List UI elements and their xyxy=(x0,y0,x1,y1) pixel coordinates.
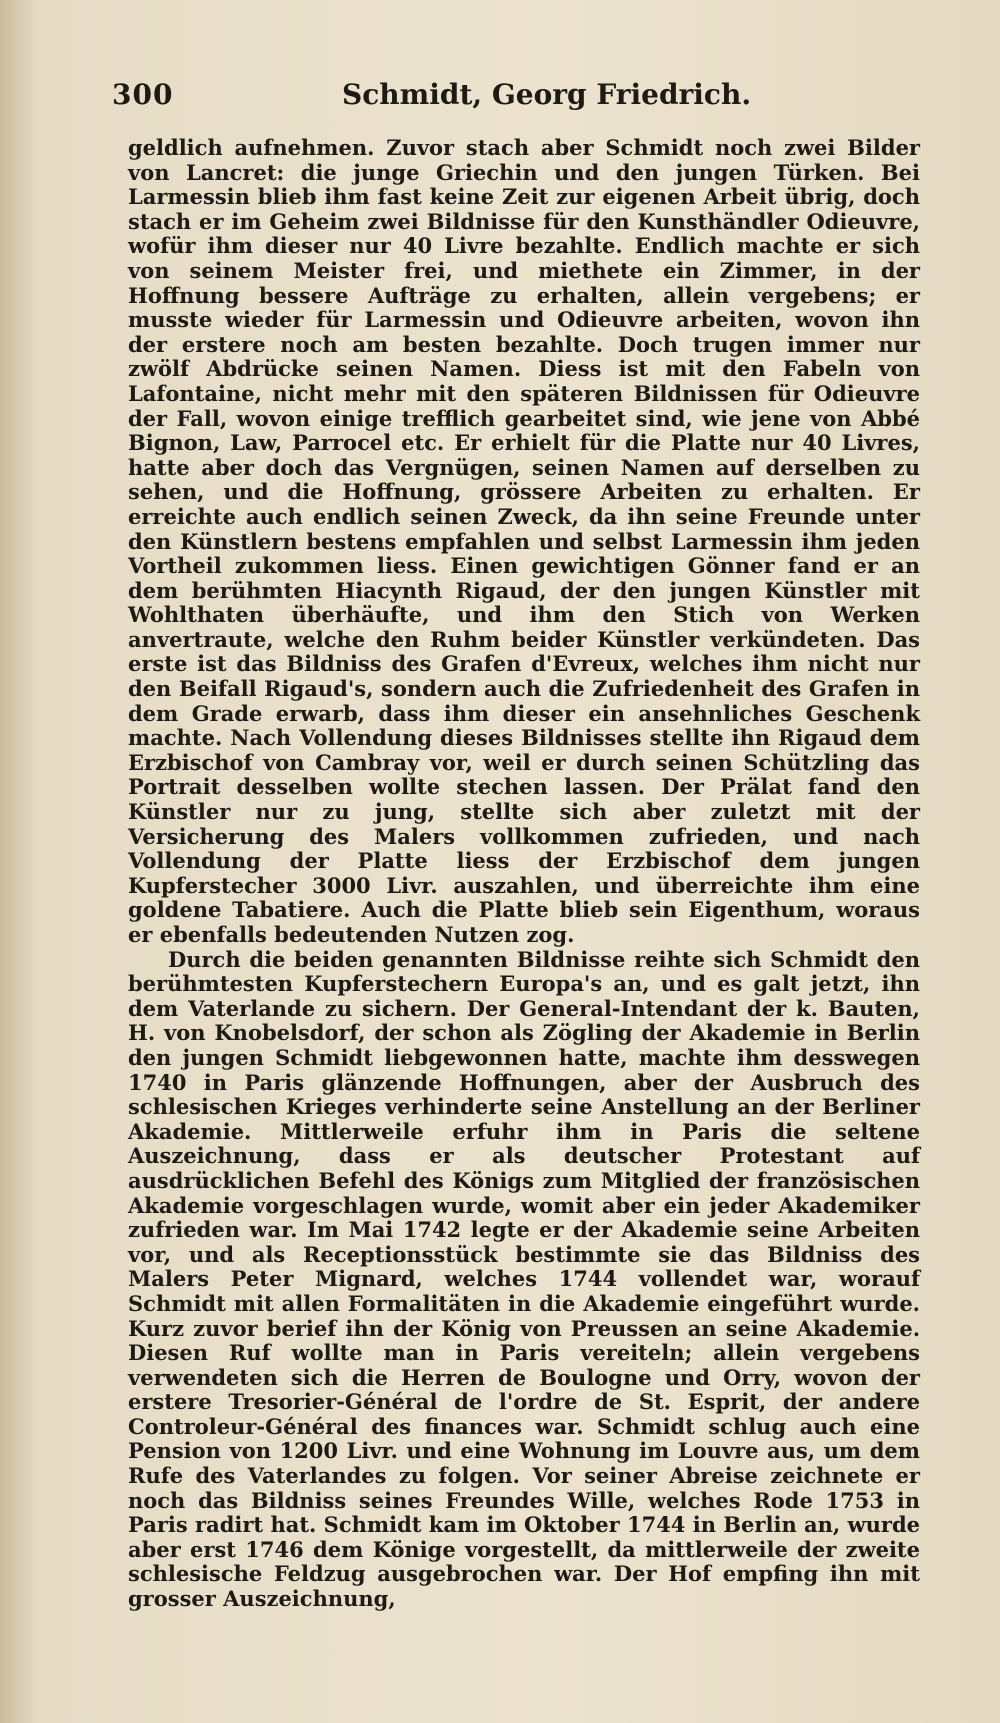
running-head: Schmidt, Georg Friedrich. xyxy=(342,78,752,111)
page-number: 300 xyxy=(112,78,174,111)
page-header xyxy=(112,78,912,118)
body-text xyxy=(128,136,920,1612)
paragraph-2: Durch die beiden genannten Bildnisse reihte sich Schmidt den berühmtesten Kupferstechern Europa's an, und es galt jetzt, ihn dem Vaterlande zu sichern. Der General-Intendant der k. Bauten, H. von Knobelsdorf, der schon als Zögling der Akademie in Berlin den jungen Schmidt liebgewonnen hatte, machte ihm desswegen 1740 in Paris glänzende Hoffnungen, aber der Ausbruch des schlesischen Krieges verhinderte seine Anstellung an der Berliner Akademie. Mittlerweile erfuhr ihm in Paris die seltene Auszeichnung, dass er als deutscher Protestant auf ausdrücklichen Befehl des Königs zum Mitglied der französischen Akademie vorgeschlagen wurde, womit aber ein jeder Akademiker zufrieden war. Im Mai 1742 legte er der Akademie seine Arbeiten vor, und als Receptionsstück bestimmte sie das Bildniss des Malers Peter Mignard, welches 1744 vollendet war, worauf Schmidt mit allen Formalitäten in die Akademie eingeführt wurde. Kurz zuvor berief ihn der König von Preussen an seine Akademie. Diesen Ruf wollte man in Paris vereiteln; allein vergebens verwendeten sich die Herren de Boulogne und Orry, wovon der erstere Tresorier-Général de l'ordre de St. Esprit, der andere Controleur-Général des finances war. Schmidt schlug auch eine Pension von 1200 Livr. und eine Wohnung im Louvre aus, um dem Rufe des Vaterlandes zu folgen. Vor seiner Abreise zeichnete er noch das Bildniss seines Freundes Wille, welches Rode 1753 in Paris radirt hat. Schmidt kam im Oktober 1744 in Berlin an, wurde aber erst 1746 dem Könige vorgestellt, da mittlerweile der zweite schlesische Feldzug ausgebrochen war. Der Hof empfing ihn mit grosser Auszeichnung, xyxy=(128,946,920,1612)
paragraph-1: geldlich aufnehmen. Zuvor stach aber Schmidt noch zwei Bilder von Lancret: die junge Griechin und den jungen Türken. Bei Larmessin blieb ihm fast keine Zeit zur eigenen Arbeit übrig, doch stach er im Geheim zwei Bildnisse für den Kunsthändler Odieuvre, wofür ihm dieser nur 40 Livre bezahlte. Endlich machte er sich von seinem Meister frei, und miethete ein Zimmer, in der Hoffnung bessere Aufträge zu erhalten, allein vergebens; er musste wieder für Larmessin und Odieuvre arbeiten, wovon ihn der erstere noch am besten bezahlte. Doch trugen immer nur zwölf Abdrücke seinen Namen. Diess ist mit den Fabeln von Lafontaine, nicht mehr mit den späteren Bildnissen für Odieuvre der Fall, wovon einige trefflich gearbeitet sind, wie jene von Abbé Bignon, Law, Parrocel etc. Er erhielt für die Platte nur 40 Livres, hatte aber doch das Vergnügen, seinen Namen auf derselben zu sehen, und die Hoffnung, grössere Arbeiten zu erhalten. Er erreichte auch endlich seinen Zweck, da ihn seine Freunde unter den Künstlern bestens empfahlen und selbst Larmessin ihm jeden Vortheil zukommen liess. Einen gewichtigen Gönner fand er an dem berühmten Hiacynth Rigaud, der den jungen Künstler mit Wohlthaten überhäufte, und ihm den Stich von Werken anvertraute, welche den Ruhm beider Künstler verkündeten. Das erste ist das Bildniss des Grafen d'Evreux, welches ihm nicht nur den Beifall Rigaud's, sondern auch die Zufriedenheit des Grafen in dem Grade erwarb, dass ihm dieser ein ansehnliches Geschenk machte. Nach Vollendung dieses Bildnisses stellte ihn Rigaud dem Erzbischof von Cambray vor, weil er durch seinen Schützling das Portrait desselben wollte stechen lassen. Der Prälat fand den Künstler nur zu jung, stellte sich aber zuletzt mit der Versicherung des Malers vollkommen zufrieden, und nach Vollendung der Platte liess der Erzbischof dem jungen Kupferstecher 3000 Livr. auszahlen, und überreichte ihm eine goldene Tabatiere. Auch die Platte blieb sein Eigenthum, woraus er ebenfalls bedeutenden Nutzen zog. xyxy=(128,135,920,947)
